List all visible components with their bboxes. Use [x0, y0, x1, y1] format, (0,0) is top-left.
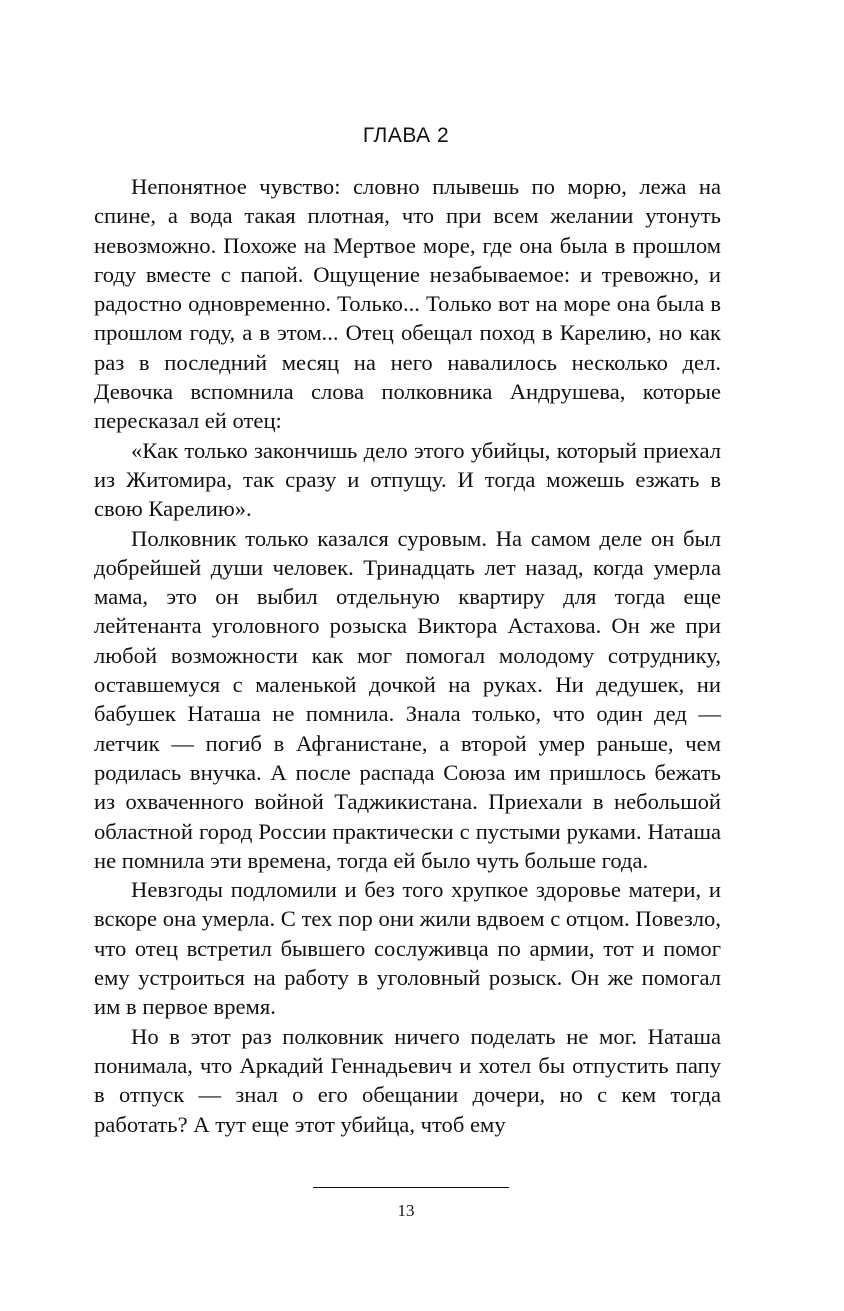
- paragraph: Полковник только казался суровым. На самом деле он был добрейшей души человек. Тринадцать лет назад, когда умерла мама, это он выбил отдельную квартиру для тогда еще лейтенанта уголовного розыска Виктора Астахова. Он же при любой возможности как мог помогал молодому сотруднику, оставшемуся с маленькой дочкой на руках. Ни дедушек, ни бабушек Наташа не помнила. Знала только, что один дед — летчик — погиб в Афганистане, а второй умер раньше, чем родилась внучка. А после распада Союза им пришлось бежать из охваченного войной Таджикистана. Приехали в небольшой областной город России практически с пустыми руками. Наташа не помнила эти времена, тогда ей было чуть больше года.: [94, 525, 721, 873]
- footer-divider: [313, 1187, 509, 1188]
- chapter-title: ГЛАВА 2: [362, 124, 450, 147]
- paragraph: Невзгоды подломили и без того хрупкое здоровье матери, и вскоре она умерла. С тех пор они жили вдвоем с отцом. Повезло, что отец встретил бывшего сослуживца по армии, тот и помог ему устроиться на работу в уголовный розыск. Он же помогал им в первое время.: [94, 877, 721, 1020]
- paragraph: «Как только закончишь дело этого убийцы, который приехал из Житомира, так сразу и отпущу. И тогда можешь езжать в свою Карелию».: [94, 437, 721, 522]
- chapter-body: [94, 172, 721, 1139]
- page-number: 13: [397, 1201, 415, 1220]
- paragraph: Но в этот раз полковник ничего поделать не мог. Наташа понимала, что Аркадий Геннадьевич и хотел бы отпустить папу в отпуск — знал о его обещании дочери, но с кем тогда работать? А тут еще этот убийца, чтоб ему: [94, 1023, 721, 1137]
- paragraph: Непонятное чувство: словно плывешь по морю, лежа на спине, а вода такая плотная, что при всем желании утонуть невозможно. Похоже на Мертвое море, где она была в прошлом году вместе с папой. Ощущение незабываемое: и тревожно, и радостно одновременно. Только... Только вот на море она была в прошлом году, а в этом... Отец обещал поход в Карелию, но как раз в последний месяц на него навалилось несколько дел. Девочка вспомнила слова полковника Андрушева, которые пересказал ей отец:: [94, 174, 721, 434]
